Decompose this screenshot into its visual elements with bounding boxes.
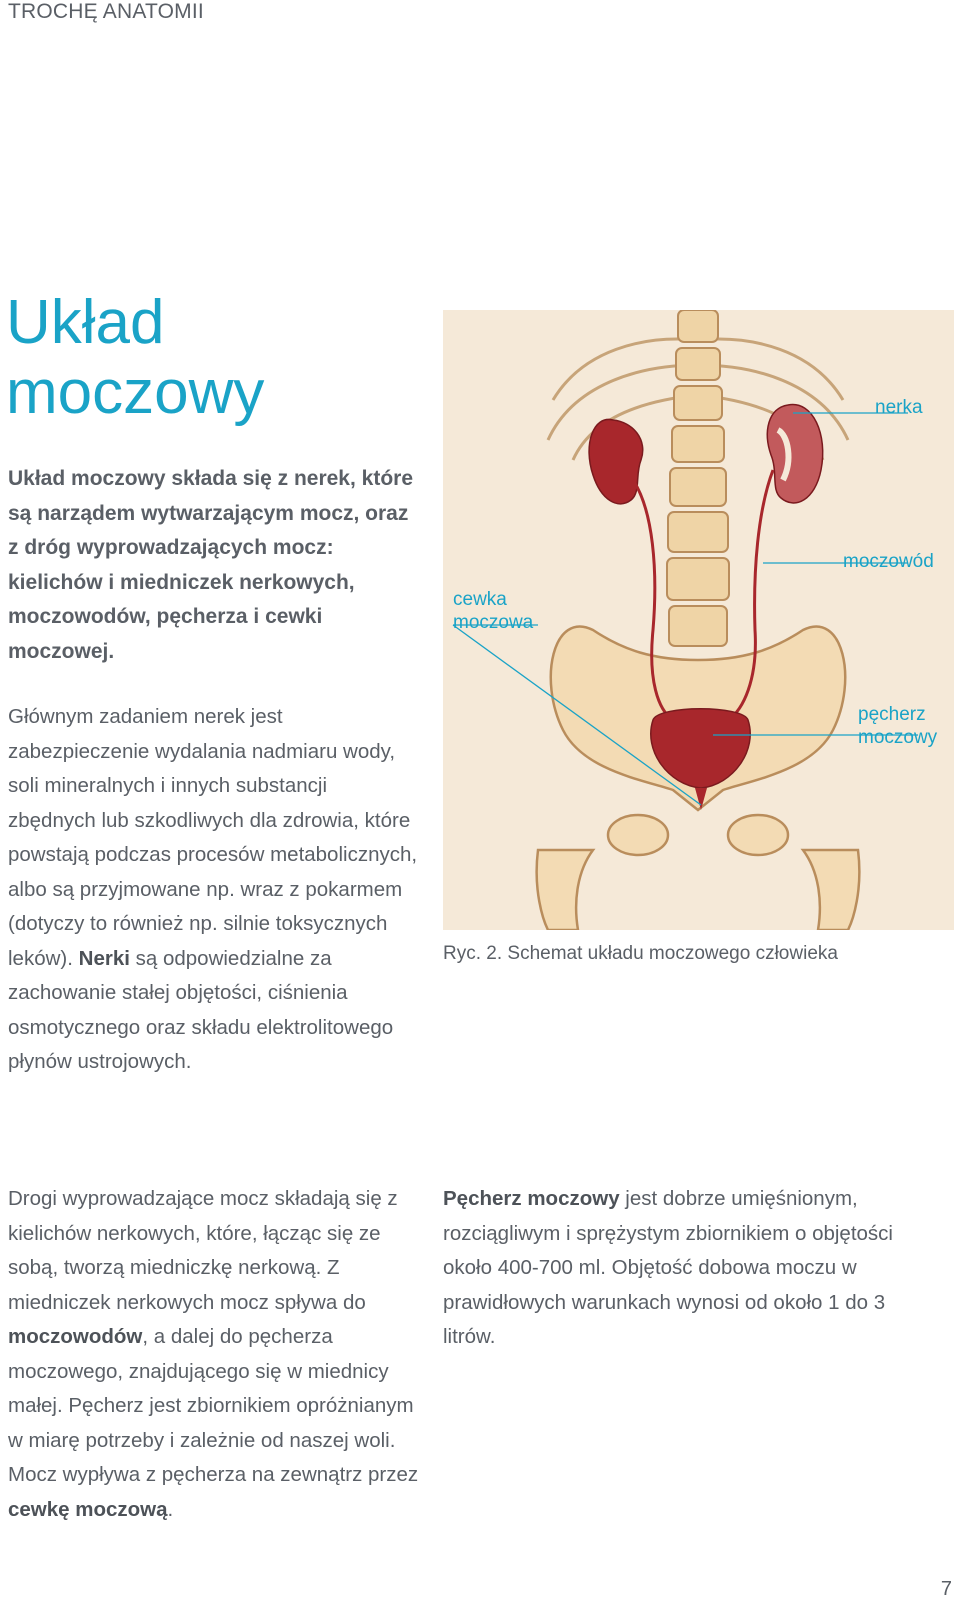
p2-bold-cewke: cewkę moczową — [8, 1497, 168, 1521]
left-kidney — [589, 419, 643, 503]
label-cewka-moczowa: cewka moczowa — [453, 589, 534, 633]
paragraph-urinary-tract — [8, 1182, 420, 1527]
paragraph-kidney-function — [8, 700, 420, 1080]
title-line-2: moczowy — [6, 358, 265, 427]
figure-caption: Ryc. 2. Schemat układu moczowego człowieka — [443, 943, 838, 964]
p1-text-b: są odpowiedzialne za zachowanie stałej objętości, ciśnienia osmotycznego oraz składu elektrolitowego płynów ustrojowych. — [8, 946, 394, 1073]
page-number: 7 — [940, 1578, 952, 1600]
p1-text-a: Głównym zadaniem nerek jest zabezpieczenie wydalania nadmiaru wody, soli mineralnych i innych substancji zbędnych lub szkodliwych dla zdrowia, które powstają podczas procesów metabolicznych, albo są przyjmowane np. wraz z pokarmem (dotyczy to również np. silnie toksycznych leków). — [8, 705, 418, 970]
label-moczowod: moczowód — [843, 551, 934, 572]
p3-text: jest dobrze umięśnionym, rozciągliwym i sprężystym zbiornikiem o objętości około 400-700 ml. Objętość dobowa moczu w prawidłowych warunkach wynosi od około 1 do 3 litrów. — [443, 1187, 893, 1348]
lead-paragraph: Układ moczowy składa się z nerek, które są narządem wytwarzającym mocz, oraz z dróg wyprowadzających mocz: kielichów i miedniczek nerkowych, moczowodów, pęcherza i cewki moczowej. — [8, 467, 414, 663]
title-line-1: Układ — [6, 288, 165, 357]
p3-bold-pecherz: Pęcherz moczowy — [443, 1187, 620, 1210]
section-label: TROCHĘ ANATOMII — [8, 0, 204, 23]
p2-text-c: . — [167, 1497, 174, 1521]
p2-text-b: , a dalej do pęcherza moczowego, znajdującego się w miednicy małej. Pęcherz jest zbiornikiem opróżnianym w miarę potrzeby i zależnie od naszej woli. Mocz wypływa z pęcherza na zewnątrz przez — [8, 1325, 419, 1486]
p2-text-a: Drogi wyprowadzające mocz składają się z kielichów nerkowych, które, łącząc się ze sobą, tworzą miedniczkę nerkową. Z miedniczek nerkowych mocz spływa do — [8, 1187, 398, 1314]
page-title — [6, 288, 264, 428]
p1-bold-nerki: Nerki — [78, 946, 130, 970]
label-pecherz-moczowy: pęcherz moczowy — [858, 704, 938, 748]
label-nerka: nerka — [875, 397, 923, 418]
paragraph-bladder — [443, 1182, 943, 1355]
spine — [667, 310, 729, 646]
p2-bold-moczowodow: moczowodów — [8, 1325, 143, 1348]
right-kidney — [767, 405, 822, 503]
